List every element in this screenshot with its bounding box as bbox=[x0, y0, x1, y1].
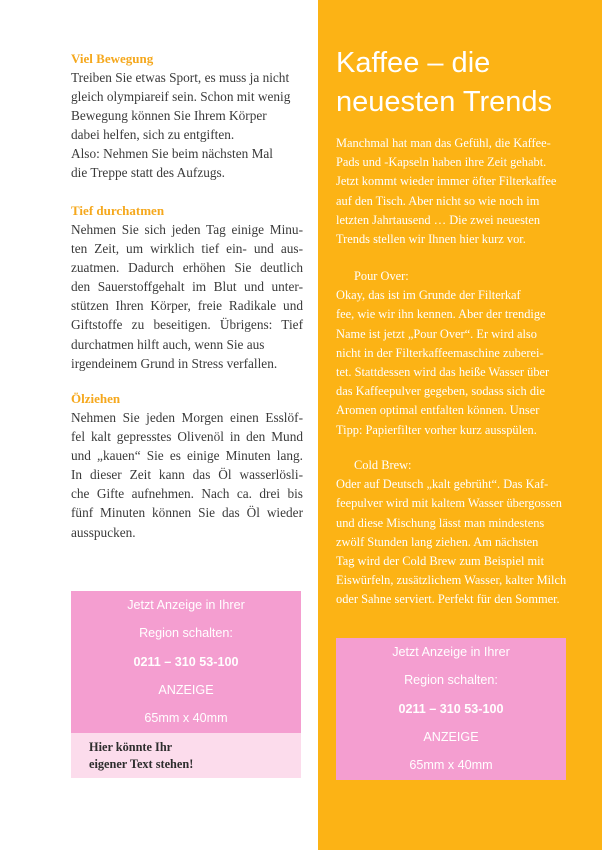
text-line: Manchmal hat man das Gefühl, die Kaffee- bbox=[336, 136, 551, 150]
text-line: ten Zeit, um wirklich tief ein- und aus- bbox=[71, 241, 303, 257]
text-line: gleich olympiareif sein. Schon mit wenig bbox=[71, 89, 291, 105]
ad-label: ANZEIGE bbox=[158, 682, 214, 697]
page-title bbox=[336, 44, 586, 121]
subheading: Pour Over: bbox=[354, 269, 409, 283]
pour-over-section bbox=[336, 267, 566, 440]
ad-headline: Region schalten: bbox=[404, 673, 498, 688]
ad-headline: Region schalten: bbox=[139, 626, 233, 641]
text-line: irgendeinem Grund in Stress verfallen. bbox=[71, 355, 278, 371]
title-line: Kaffee – die bbox=[336, 47, 491, 79]
ad-phone: 0211 – 310 53-100 bbox=[398, 701, 504, 716]
section-heading: Viel Bewegung bbox=[71, 51, 154, 66]
ad-label: ANZEIGE bbox=[423, 729, 479, 744]
section-body bbox=[71, 68, 303, 183]
ad-caption-left bbox=[71, 733, 301, 778]
section-viel-bewegung bbox=[71, 49, 303, 183]
text-line: nicht in der Filterkaffeemaschine zuberei- bbox=[336, 345, 544, 360]
text-line: Trends stellen wir Ihnen hier kurz vor. bbox=[336, 232, 526, 247]
text-line: Giftstoffe zu beseitigen. Übrigens: Tief bbox=[71, 317, 303, 333]
text-line: zuatmen. Dadurch erhöhen Sie deutlich bbox=[71, 260, 303, 276]
text-line: Eiswürfeln, zusätzlichem Wasser, kalter Milch bbox=[336, 573, 567, 588]
section-body bbox=[71, 220, 303, 373]
text-line: Nehmen Sie jeden Morgen einen Esslöf- bbox=[71, 410, 303, 425]
text-line: fel kalt gepresstes Olivenöl in den Mund bbox=[71, 429, 303, 445]
text-line: Bewegung können Sie Ihrem Körper bbox=[71, 108, 267, 124]
text-line: tet. Stattdessen wird das heiße Wasser über bbox=[336, 365, 550, 380]
text-line: und diese Mischung lässt man mindestens bbox=[336, 515, 545, 530]
ad-size: 65mm x 40mm bbox=[409, 758, 493, 773]
ad-box-left[interactable] bbox=[71, 591, 301, 733]
ad-headline: Jetzt Anzeige in Ihrer bbox=[392, 645, 510, 659]
text-line: fee, wie wir ihn kennen. Aber der trendige bbox=[336, 307, 546, 322]
text-line: Name ist jetzt „Pour Over“. Er wird also bbox=[336, 326, 537, 341]
section-oelziehen bbox=[71, 389, 303, 542]
text-line: Jetzt kommt wieder immer öfter Filterkaffee bbox=[336, 174, 557, 189]
section-tief-durchatmen bbox=[71, 201, 303, 373]
ad-phone: 0211 – 310 53-100 bbox=[133, 654, 239, 669]
section-heading: Ölziehen bbox=[71, 391, 121, 406]
text-line: das Kaffeepulver gegeben, sodass sich die bbox=[336, 384, 545, 399]
section-heading: Tief durchatmen bbox=[71, 203, 165, 218]
caption-line: Hier könnte Ihr bbox=[89, 740, 173, 754]
text-line: fünf Minuten können Sie das Öl wieder bbox=[71, 505, 303, 521]
text-line: Aromen optimal entfalten können. Unser bbox=[336, 403, 540, 418]
text-line: Treiben Sie etwas Sport, es muss ja nicht bbox=[71, 70, 290, 85]
title-line: neuesten Trends bbox=[336, 85, 553, 118]
section-body bbox=[71, 408, 303, 542]
text-line: feepulver wird mit kaltem Wasser übergossen bbox=[336, 496, 562, 511]
text-line: die Treppe statt des Aufzugs. bbox=[71, 165, 226, 181]
text-line: zwölf Stunden lang ziehen. Am nächsten bbox=[336, 534, 539, 549]
text-line: Also: Nehmen Sie beim nächsten Mal bbox=[71, 146, 273, 162]
text-line: stützen Ihren Körper, freie Radikale und bbox=[71, 298, 303, 314]
text-line: ausspucken. bbox=[71, 524, 136, 540]
text-line: Tipp: Papierfilter vorher kurz ausspülen. bbox=[336, 422, 537, 437]
text-line: oder Sahne serviert. Perfekt für den Sommer. bbox=[336, 592, 560, 607]
intro-paragraph bbox=[336, 134, 566, 249]
text-line: Nehmen Sie sich jeden Tag einige Minu- bbox=[71, 222, 303, 237]
ad-size: 65mm x 40mm bbox=[144, 711, 228, 726]
text-line: und „kauen“ Sie es einige Minuten lang. bbox=[71, 448, 303, 464]
text-line: Tag wird der Cold Brew zum Beispiel mit bbox=[336, 554, 545, 569]
subheading: Cold Brew: bbox=[354, 458, 412, 472]
text-line: durchatmen hilft auch, wenn Sie aus bbox=[71, 336, 265, 352]
text-line: Pads und -Kapseln haben ihre Zeit gehabt. bbox=[336, 155, 547, 170]
text-line: In dieser Zeit kann das Öl wasserlösli- bbox=[71, 467, 303, 483]
text-line: den Sauerstoffgehalt im Blut und unter- bbox=[71, 279, 303, 295]
text-line: Okay, das ist im Grunde der Filterkaf bbox=[336, 288, 521, 303]
cold-brew-section bbox=[336, 456, 566, 610]
text-line: auf den Tisch. Aber nicht so wie noch im bbox=[336, 193, 540, 208]
text-line: che Gifte aufnehmen. Nach ca. drei bis bbox=[71, 486, 303, 502]
ad-box-right[interactable] bbox=[336, 638, 566, 780]
caption-line: eigener Text stehen! bbox=[89, 757, 194, 771]
text-line: dabei helfen, sich zu entgiften. bbox=[71, 127, 235, 143]
text-line: Oder auf Deutsch „kalt gebrüht“. Das Kaf- bbox=[336, 477, 549, 492]
ad-headline: Jetzt Anzeige in Ihrer bbox=[127, 598, 245, 612]
text-line: letzten Jahrtausend … Die zwei neuesten bbox=[336, 212, 541, 227]
